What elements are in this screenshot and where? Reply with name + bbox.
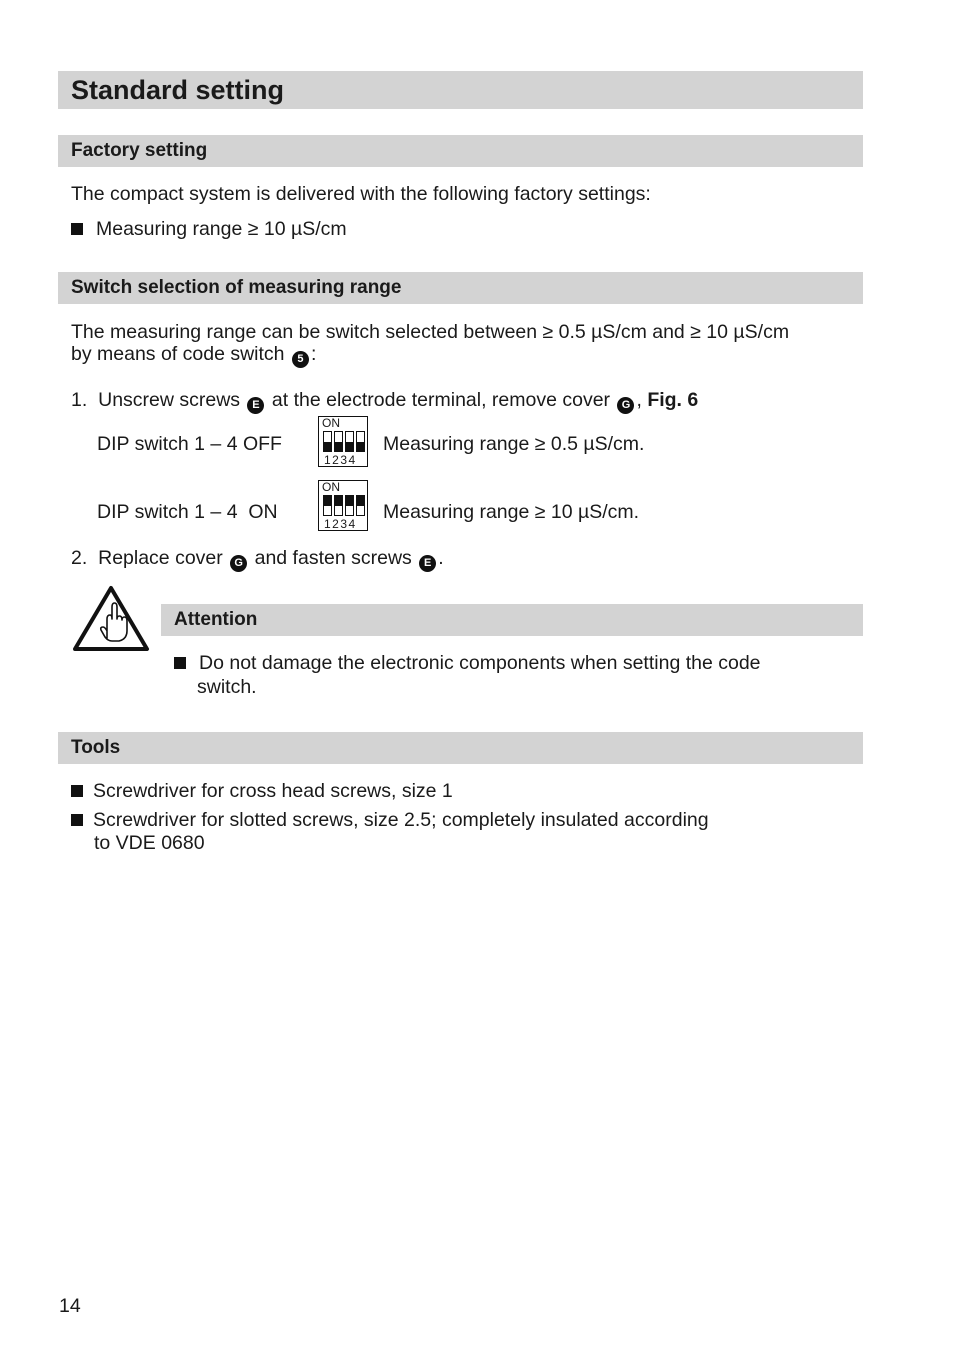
attention-heading: Attention xyxy=(161,604,863,636)
dip-off-range: Measuring range ≥ 0.5 µS/cm. xyxy=(383,433,645,455)
factory-bullet xyxy=(71,217,347,241)
factory-bullet-text: Measuring range ≥ 10 µS/cm xyxy=(96,218,347,240)
warning-hand-icon xyxy=(72,585,150,653)
page-title: Standard setting xyxy=(58,71,863,109)
factory-intro: The compact system is delivered with the following factory settings: xyxy=(71,183,651,205)
ref-g-icon: G xyxy=(230,555,247,572)
dip-on-range: Measuring range ≥ 10 µS/cm. xyxy=(383,501,640,523)
ref-g-icon: G xyxy=(617,397,634,414)
dip-switch-off-icon: ON 1234 xyxy=(318,416,368,467)
bullet-icon xyxy=(71,814,83,826)
dip-off-label: DIP switch 1 – 4 OFF xyxy=(97,433,282,455)
page-number: 14 xyxy=(59,1295,81,1317)
ref-e-icon: E xyxy=(247,397,264,414)
bullet-icon xyxy=(174,657,186,669)
dip-switch-on-icon: ON 1234 xyxy=(318,480,368,531)
dip-on-label: DIP switch 1 – 4 ON xyxy=(97,501,278,523)
attention-line2: switch. xyxy=(197,676,257,698)
section-heading-tools: Tools xyxy=(58,732,863,764)
ref-e-icon: E xyxy=(419,555,436,572)
fig-reference: Fig. 6 xyxy=(647,389,699,411)
ref-5-icon: 5 xyxy=(292,351,309,368)
tools-item-2: Screwdriver for slotted screws, size 2.5; completely insulated according xyxy=(71,808,709,832)
section-heading-switch: Switch selection of measuring range xyxy=(58,272,863,304)
tools-item-2-cont: to VDE 0680 xyxy=(94,832,205,854)
step-1: 1. Unscrew screws E at the electrode terminal, remove cover G , Fig. 6 xyxy=(71,388,698,414)
tools-item-1: Screwdriver for cross head screws, size 1 xyxy=(71,779,453,803)
switch-intro-line1: The measuring range can be switch selected between ≥ 0.5 µS/cm and ≥ 10 µS/cm xyxy=(71,321,790,343)
bullet-icon xyxy=(71,223,83,235)
section-heading-factory: Factory setting xyxy=(58,135,863,167)
step-2: 2. Replace cover G and fasten screws E . xyxy=(71,546,444,572)
bullet-icon xyxy=(71,785,83,797)
switch-intro-line2: by means of code switch 5 : xyxy=(71,342,316,368)
attention-line1: Do not damage the electronic components when setting the code xyxy=(174,651,761,675)
